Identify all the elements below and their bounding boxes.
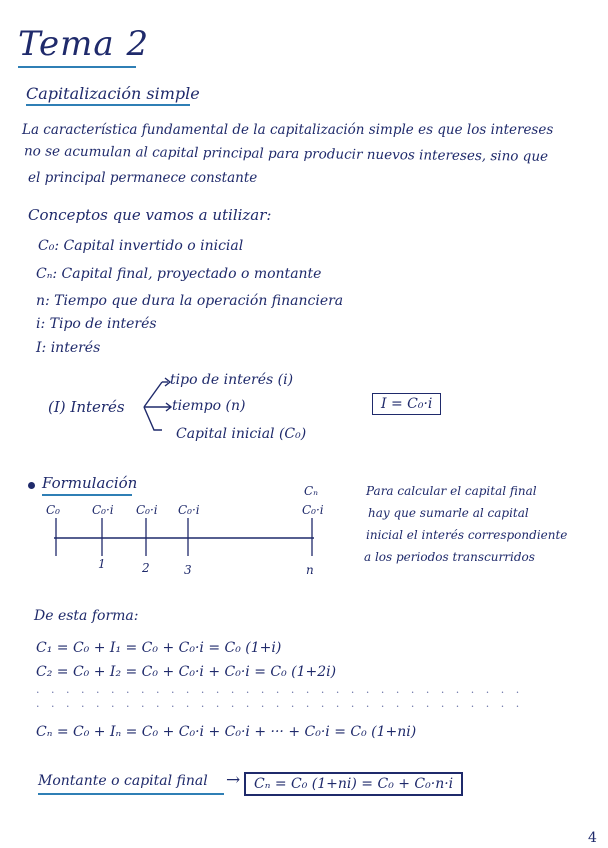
montante-formula-box: Cₙ = C₀ (1+ni) = C₀ + C₀·n·i: [244, 772, 463, 796]
paragraph-line-2: no se acumulan al capital principal para producir nuevos intereses, sino que: [23, 143, 549, 165]
timeline-bottom-3: 3: [184, 563, 192, 577]
arrow-right-icon: →: [226, 770, 241, 790]
timeline-top-2: C₀·i: [136, 503, 158, 517]
paragraph-line-3: el principal permanece constante: [28, 170, 258, 186]
derivation-line-cn: Cₙ = C₀ + Iₙ = C₀ + C₀·i + C₀·i + ··· + C₀·i = C₀ (1+ni): [36, 724, 417, 740]
title-underline: [18, 66, 136, 68]
note-line-4: a los periodos transcurridos: [364, 550, 535, 564]
page-title: Tema 2: [18, 24, 150, 64]
concept-item-cn: Cₙ: Capital final, proyectado o montante: [36, 266, 322, 282]
concepts-heading: Conceptos que vamos a utilizar:: [28, 206, 272, 224]
montante-underline: [38, 793, 224, 795]
timeline-top-3: C₀·i: [178, 503, 200, 517]
interest-branch-tiempo: tiempo (n): [172, 398, 246, 414]
note-line-3: inicial el interés correspondiente: [366, 528, 568, 542]
derivation-dots-2: · · · · · · · · · · · · · · · · · · · · · · · · · · · · · · · · ·: [36, 700, 524, 713]
concept-item-interes: I: interés: [36, 340, 101, 356]
timeline-bottom-n: n: [306, 563, 314, 577]
timeline-top-c0: C₀: [46, 503, 60, 517]
bullet-dot: [28, 482, 35, 489]
timeline-bottom-1: 1: [98, 557, 106, 571]
section-underline: [26, 104, 190, 106]
interest-formula-box: I = C₀·i: [372, 393, 441, 415]
interest-branch-capital: Capital inicial (C₀): [176, 426, 307, 442]
concept-item-n: n: Tiempo que dura la operación financiera: [36, 293, 344, 309]
derivation-heading: De esta forma:: [34, 608, 139, 624]
interest-branch-tipo: tipo de interés (i): [170, 372, 294, 388]
timeline-bottom-2: 2: [142, 561, 150, 575]
note-line-1: Para calcular el capital final: [366, 484, 537, 498]
derivation-line-c1: C₁ = C₀ + I₁ = C₀ + C₀·i = C₀ (1+i): [36, 640, 282, 656]
page-number: 4: [588, 830, 597, 846]
section-heading-capitalizacion: Capitalización simple: [26, 84, 200, 103]
paragraph-line-1: La característica fundamental de la capitalización simple es que los intereses: [22, 122, 554, 138]
timeline-top-cn: Cₙ: [304, 484, 319, 498]
derivation-dots-1: · · · · · · · · · · · · · · · · · · · · · · · · · · · · · · · · ·: [36, 686, 524, 699]
derivation-line-c2: C₂ = C₀ + I₂ = C₀ + C₀·i + C₀·i = C₀ (1+2i): [36, 664, 337, 680]
concept-item-i: i: Tipo de interés: [36, 316, 157, 332]
interest-label: (I) Interés: [48, 398, 125, 416]
timeline-top-cn-i: C₀·i: [302, 503, 324, 517]
formulacion-heading: Formulación: [42, 474, 138, 492]
timeline-top-1: C₀·i: [92, 503, 114, 517]
montante-label: Montante o capital final: [38, 773, 208, 789]
note-line-2: hay que sumarle al capital: [368, 506, 529, 520]
concept-item-c0: C₀: Capital invertido o inicial: [38, 238, 244, 254]
